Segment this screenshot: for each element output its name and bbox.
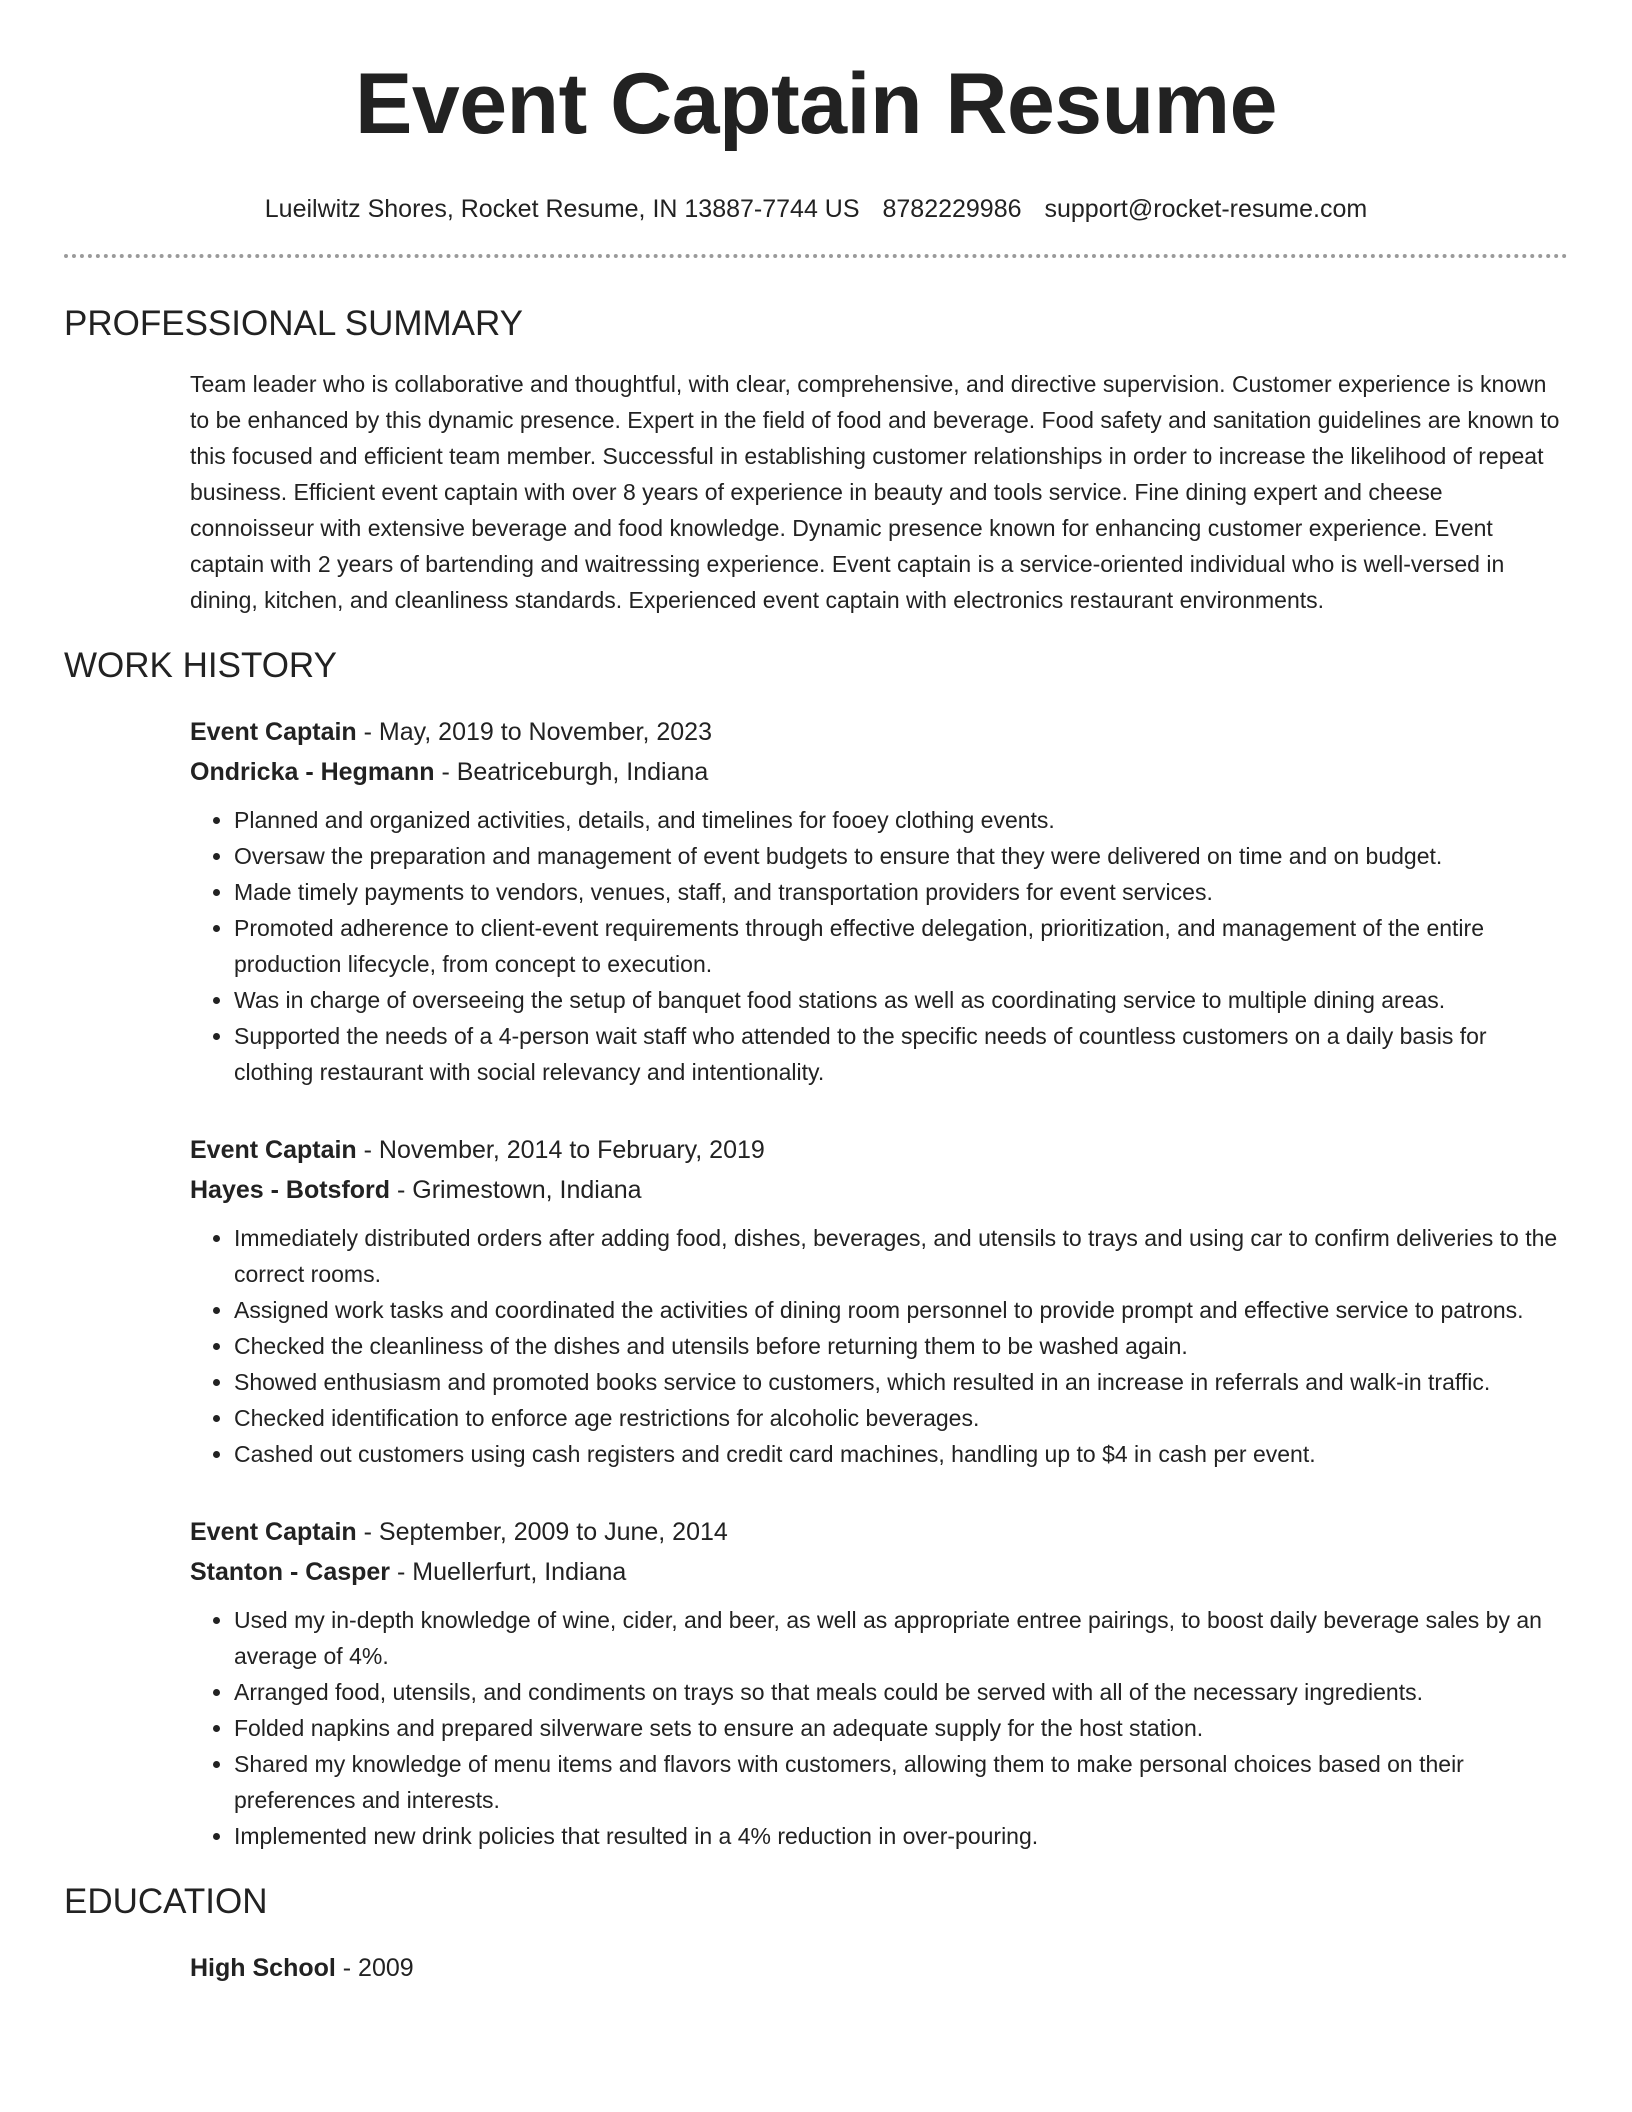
- job-location: - Muellerfurt, Indiana: [390, 1558, 627, 1586]
- job-title: Event Captain: [190, 1518, 357, 1546]
- job-bullet: • Implemented new drink policies that resulted in a 4% reduction in over-pouring.: [234, 1818, 1568, 1854]
- job-bullet: • Made timely payments to vendors, venues, staff, and transportation providers for event services.: [234, 874, 1568, 910]
- job-entry: [190, 1130, 1568, 1472]
- job-bullet: • Cashed out customers using cash registers and credit card machines, handling up to $4 in cash per event.: [234, 1436, 1568, 1472]
- education-heading: EDUCATION: [64, 1882, 268, 1921]
- education-entry: [190, 1948, 1568, 1988]
- job-bullet: • Was in charge of overseeing the setup of banquet food stations as well as coordinating service to multiple dining areas.: [234, 982, 1568, 1018]
- job-bullet: • Planned and organized activities, details, and timelines for fooey clothing events.: [234, 802, 1568, 838]
- job-title: Event Captain: [190, 718, 357, 746]
- job-company: Hayes - Botsford: [190, 1176, 391, 1204]
- job-bullet: • Used my in-depth knowledge of wine, cider, and beer, as well as appropriate entree pairings, to boost daily beverage sales by an average of 4%.: [234, 1602, 1568, 1674]
- job-bullet: • Assigned work tasks and coordinated the activities of dining room personnel to provide prompt and effective service to patrons.: [234, 1292, 1568, 1328]
- job-entry: [190, 712, 1568, 1090]
- contact-email: support@rocket-resume.com: [1044, 195, 1368, 223]
- job-company-line: [190, 752, 1568, 792]
- job-bullet: • Promoted adherence to client-event requirements through effective delegation, prioritization, and management of the entire production lifecycle, from concept to execution.: [234, 910, 1568, 982]
- job-bullets: [190, 1602, 1568, 1854]
- job-location: - Grimestown, Indiana: [390, 1176, 642, 1204]
- job-dates: - May, 2019 to November, 2023: [356, 718, 712, 746]
- job-bullets: [190, 802, 1568, 1090]
- contact-phone: 8782229986: [882, 195, 1022, 223]
- contact-line: [64, 194, 1568, 224]
- job-bullet: • Immediately distributed orders after adding food, dishes, beverages, and utensils to trays and using car to confirm deliveries to the correct rooms.: [234, 1220, 1568, 1292]
- job-location: - Beatriceburgh, Indiana: [434, 758, 709, 786]
- job-bullet: • Folded napkins and prepared silverware sets to ensure an adequate supply for the host station.: [234, 1710, 1568, 1746]
- job-company-line: [190, 1552, 1568, 1592]
- summary-heading: PROFESSIONAL SUMMARY: [64, 304, 523, 343]
- job-dates: - November, 2014 to February, 2019: [356, 1136, 765, 1164]
- job-bullet: • Checked the cleanliness of the dishes and utensils before returning them to be washed again.: [234, 1328, 1568, 1364]
- job-bullet: • Checked identification to enforce age restrictions for alcoholic beverages.: [234, 1400, 1568, 1436]
- job-bullet: • Shared my knowledge of menu items and flavors with customers, allowing them to make personal choices based on their preferences and interests.: [234, 1746, 1568, 1818]
- job-title-line: [190, 712, 1568, 752]
- education-year: - 2009: [335, 1954, 414, 1982]
- resume-page: [64, 0, 1568, 1988]
- job-bullets: [190, 1220, 1568, 1472]
- job-title-line: [190, 1130, 1568, 1170]
- summary-text: Team leader who is collaborative and thoughtful, with clear, comprehensive, and directive supervision. Customer experience is known to be enhanced by this dynamic presence. Expert in the field of food and beverage. Food safety and sanitation guidelines are known to this focused and efficient team member. Successful in establishing customer relationships in order to increase the likelihood of repeat business. Efficient event captain with over 8 years of experience in beauty and tools service. Fine dining expert and cheese connoisseur with extensive beverage and food knowledge. Dynamic presence known for enhancing customer experience. Event captain with 2 years of bartending and waitressing experience. Event captain is a service-oriented individual who is well-versed in dining, kitchen, and cleanliness standards. Experienced event captain with electronics restaurant environments.: [190, 371, 1560, 613]
- job-title: Event Captain: [190, 1136, 357, 1164]
- header-divider: [64, 254, 1568, 258]
- job-company-line: [190, 1170, 1568, 1210]
- job-bullet: • Arranged food, utensils, and condiments on trays so that meals could be served with all of the necessary ingredients.: [234, 1674, 1568, 1710]
- job-company: Stanton - Casper: [190, 1558, 391, 1586]
- education-line: [190, 1948, 1568, 1988]
- contact-address: Lueilwitz Shores, Rocket Resume, IN 13887-7744 US: [264, 195, 860, 223]
- job-bullet: • Oversaw the preparation and management of event budgets to ensure that they were delivered on time and on budget.: [234, 838, 1568, 874]
- work-history-heading: WORK HISTORY: [64, 646, 337, 685]
- job-dates: - September, 2009 to June, 2014: [356, 1518, 728, 1546]
- job-bullet: • Supported the needs of a 4-person wait staff who attended to the specific needs of countless customers on a daily basis for clothing restaurant with social relevancy and intentionality.: [234, 1018, 1568, 1090]
- job-company: Ondricka - Hegmann: [190, 758, 435, 786]
- job-title-line: [190, 1512, 1568, 1552]
- education-degree: High School: [190, 1954, 336, 1982]
- job-bullet: • Showed enthusiasm and promoted books service to customers, which resulted in an increase in referrals and walk-in traffic.: [234, 1364, 1568, 1400]
- job-entry: [190, 1512, 1568, 1854]
- resume-title: Event Captain Resume: [355, 56, 1277, 152]
